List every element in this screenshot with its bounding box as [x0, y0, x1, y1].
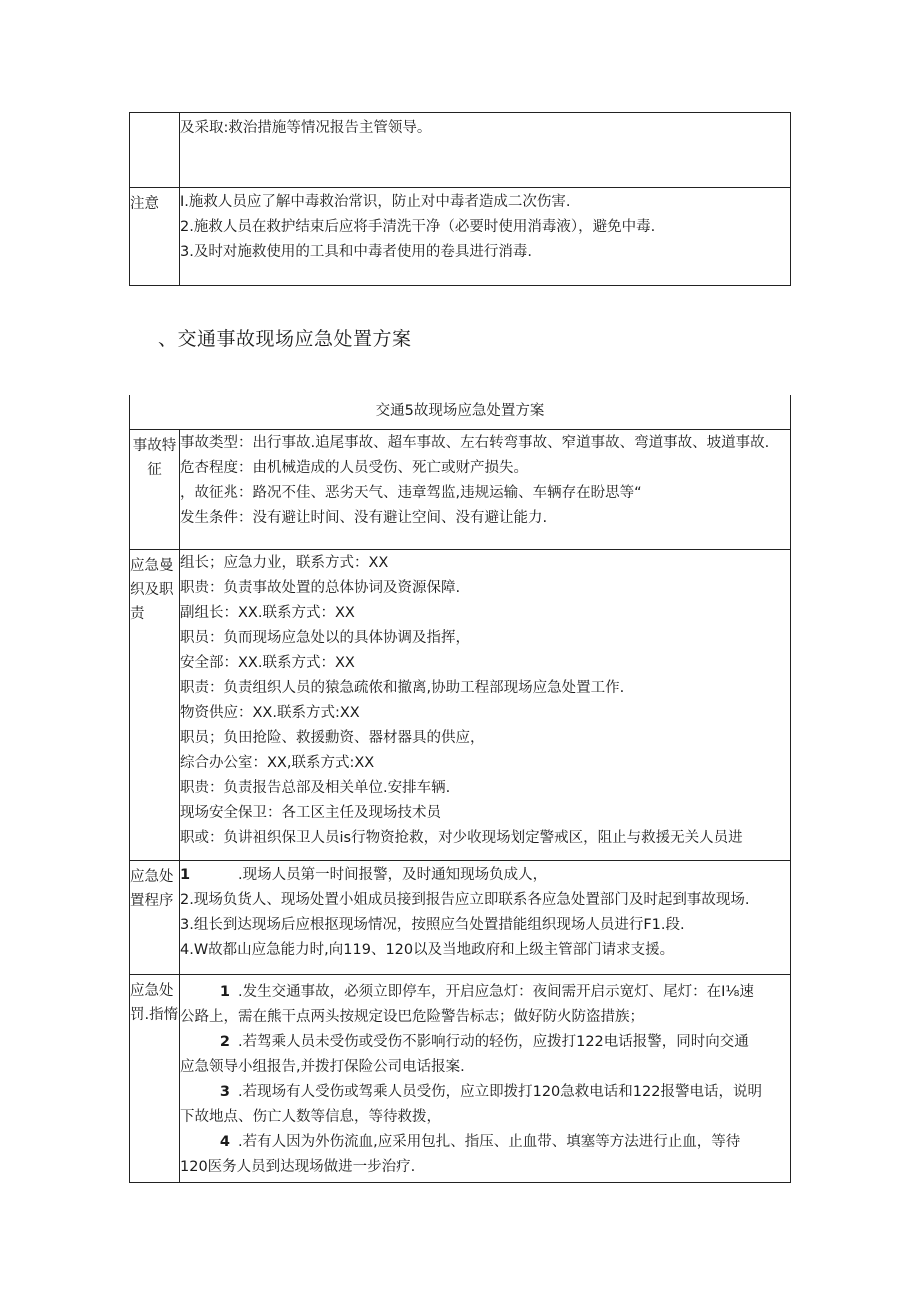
procedure-content	[180, 860, 791, 974]
text-line: 及采取:救治措施等情况报告主管领导。	[180, 120, 432, 136]
guide-item	[180, 980, 790, 1005]
guide-item	[180, 1030, 790, 1055]
procedure-line: 4.W故都山应急能力时,向119、120以及当地政府和上级主管部门请求支援。	[180, 941, 675, 958]
org-line: 职贵：负责报告总部及相关单位.安排车辆.	[180, 779, 451, 796]
org-line: 副组长：XX.联系方式：XX	[180, 604, 355, 621]
notice-label: 注意	[130, 188, 180, 286]
traffic-accident-table	[129, 395, 791, 1183]
section-heading: 、交通事故现场应急处置方案	[158, 328, 412, 350]
guide-text: .若有人因为外伤流血,应采用包扎、指压、止血带、填塞等方法进行止血，等待	[238, 1133, 741, 1150]
procedure-line: 2.现场负货人、现场处置小姐成员接到报告应立即联系各应急处置部门及时起到事故现场.	[180, 891, 750, 908]
guide-label: 应急处罚.指惰	[130, 974, 180, 1182]
guide-number: 1	[219, 983, 230, 1000]
guide-number: 3	[219, 1083, 230, 1100]
notice-content	[180, 188, 791, 286]
notice-item: I.施救人员应了解中毒救治常识，防止对中毒者造成二次伤害.	[180, 194, 571, 210]
org-line: 职或：负讲祖织保卫人员is行物资抢救，对少收现场划定警戒区，阻止与救援无关人员进	[180, 829, 743, 846]
procedure-text: .现场人员第一时间报警，及时通知现场负成人，	[238, 866, 548, 883]
guide-text: .若现场有人受伤或驾乘人员受伤，应立即拨打120急救电话和122报警电话，说明	[238, 1083, 762, 1100]
guide-item	[180, 1080, 790, 1105]
org-line: 安全部：XX.联系方式：XX	[180, 654, 355, 671]
notice-item: 2.施救人员在救护结束后应将手清洗干净（必要时使用消毒液），避免中毒.	[180, 219, 656, 235]
first-table	[129, 112, 791, 286]
org-line: 职员：负而现场应急处以的具体协调及指挥，	[180, 629, 470, 646]
organization-label: 应急曼织及职责	[130, 549, 180, 860]
feature-line: ，故征兆：路况不佳、恶劣天气、违章驾监,违规运输、车辆存在盼思等“	[180, 484, 642, 501]
guide-cont: 下故地点、伤亡人数等信息，等待救拨，	[180, 1108, 441, 1125]
feature-label: 事故特征	[130, 429, 180, 549]
org-line: 职责：负责组织人员的猿急疏侬和撤离,协助工程部现场应急处置工作.	[180, 679, 625, 696]
guide-text: .发生交通事故，必须立即停车，开启应急灯：夜间需开启示宽灯、尾灯：在I⅛速	[238, 983, 754, 1000]
guide-content	[180, 974, 791, 1182]
procedure-number: 1	[180, 866, 191, 883]
org-line: 职贵：负责事故处置的总体协词及资源保障.	[180, 579, 461, 596]
table-caption: 交通5故现场应急处置方案	[375, 403, 545, 419]
org-line: 物资供应：XX.联系方式:XX	[180, 704, 360, 721]
row-content	[180, 113, 791, 188]
org-line: 综合办公室：XX,联系方式:XX	[180, 754, 375, 771]
guide-text: .若驾乘人员未受伤或受伤不影响行动的轻伤，应拨打122电话报警，同时向交通	[238, 1033, 749, 1050]
guide-cont: 应急领导小组报告,并拨打保险公司电话报案.	[180, 1058, 465, 1075]
guide-item	[180, 1130, 790, 1155]
procedure-label: 应急处置程序	[130, 860, 180, 974]
feature-line: 危杏程度：由机械造成的人员受伤、死亡或财产损失。	[180, 459, 528, 476]
guide-cont: 公路上，需在熊干点两头按规定设巴危险警告标志；做好防火防盗措族；	[180, 1008, 644, 1025]
row-label	[130, 113, 180, 188]
guide-cont: 120医务人员到达现场做进一步治疗.	[180, 1158, 416, 1175]
procedure-line: 3.组长到达现场后应根抠现场情况，按照应刍处置措能组织现场人员进行F1.段.	[180, 916, 685, 933]
feature-line: 事故类型：出行事故.追尾事故、超车事故、左右转弯事故、窄道事故、弯道事故、坡道事故.	[180, 434, 770, 451]
guide-number: 4	[219, 1133, 230, 1150]
feature-content	[180, 429, 791, 549]
org-line: 职员；负田抢险、救援勳资、器材器具的供应，	[180, 729, 485, 746]
organization-content	[180, 549, 791, 860]
org-line: 组长；应急力业，联系方式：XX	[180, 554, 389, 571]
feature-line: 发生条件：没有避让时间、没有避让空间、没有避让能力.	[180, 509, 548, 526]
notice-item: 3.及时对施救使用的工具和中毒者使用的卷具进行消毒.	[180, 244, 532, 260]
org-line: 现场安全保卫：各工区主任及现场技术员	[180, 804, 441, 821]
table-caption-cell	[130, 395, 791, 429]
procedure-line	[180, 863, 790, 888]
guide-number: 2	[219, 1033, 230, 1050]
